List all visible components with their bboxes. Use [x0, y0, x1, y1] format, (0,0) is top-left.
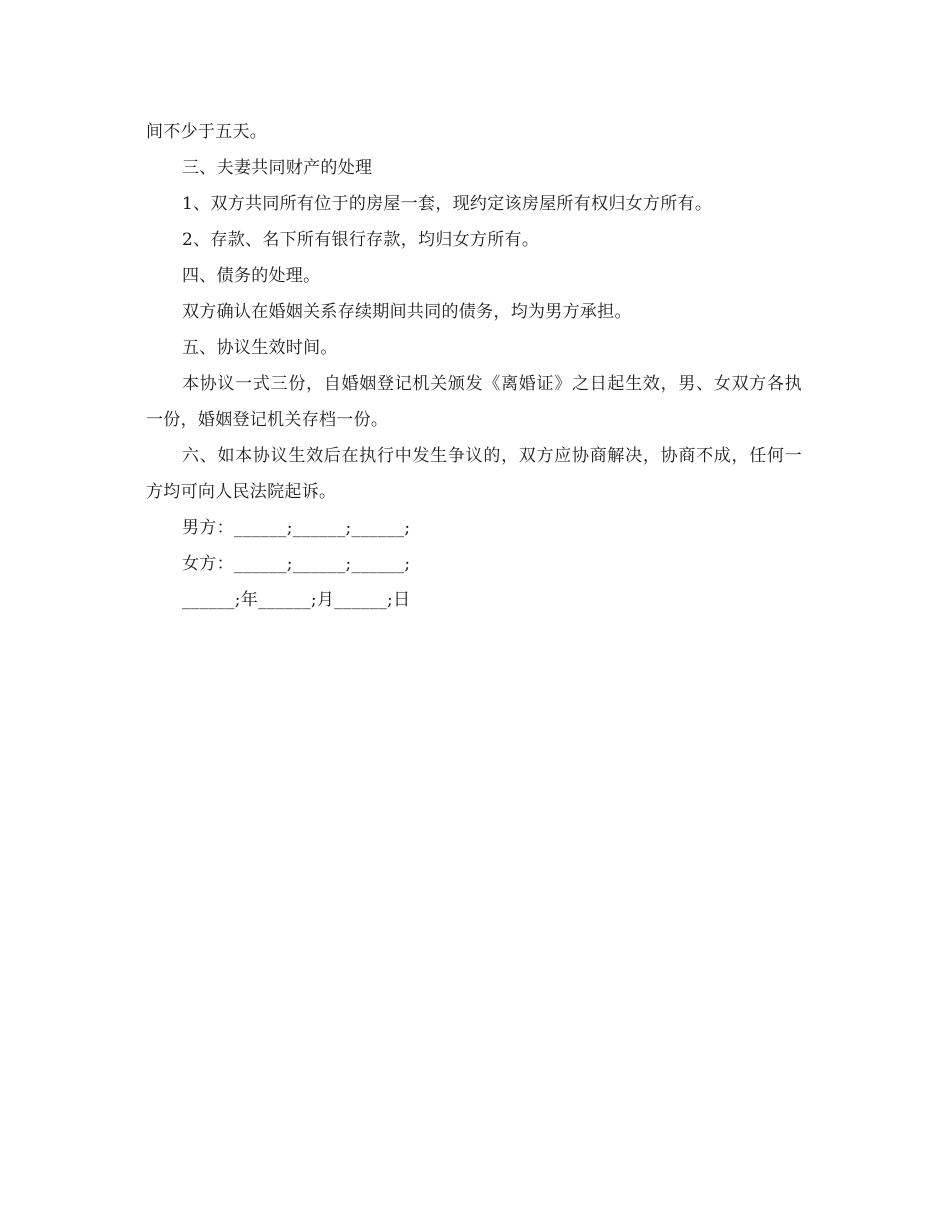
clause-property-house: 1、双方共同所有位于的房屋一套，现约定该房屋所有权归女方所有。 [182, 194, 713, 214]
heading-section-three: 三、夫妻共同财产的处理 [182, 158, 373, 178]
clause-property-deposits: 2、存款、名下所有银行存款，均归女方所有。 [182, 230, 540, 250]
clause-effective-time: 本协议一式三份，自婚姻登记机关颁发《离婚证》之日起生效，男、女双方各执一份，婚姻登记机关存档一份。 [146, 374, 802, 430]
heading-section-four: 四、债务的处理。 [182, 266, 321, 286]
paragraph-continuation: 间不少于五天。 [146, 122, 268, 142]
heading-section-five: 五、协议生效时间。 [182, 338, 338, 358]
clause-debts: 双方确认在婚姻关系存续期间共同的债务，均为男方承担。 [182, 302, 632, 322]
clause-dispute-resolution: 六、如本协议生效后在执行中发生争议的，双方应协商解决，协商不成，任何一方均可向人民法院起诉。 [146, 446, 802, 502]
signature-date-line: ______;年______;月______;日 [182, 590, 411, 610]
signature-line-male: 男方：______;______;______; [182, 518, 411, 538]
signature-line-female: 女方：______;______;______; [182, 554, 411, 574]
document-body [146, 114, 802, 618]
